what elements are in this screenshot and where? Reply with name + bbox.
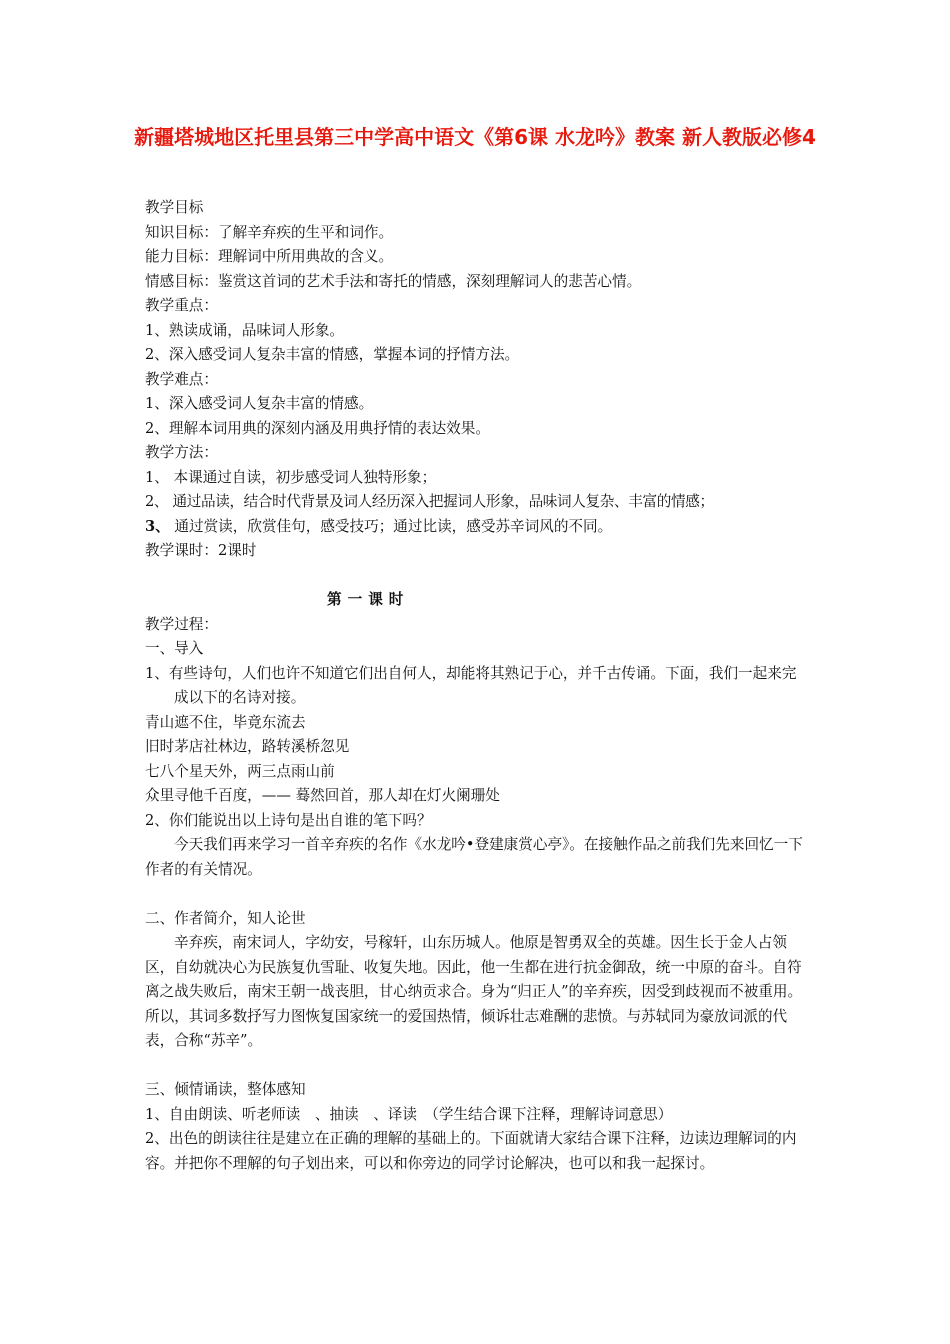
section2-paragraph: 辛弃疾，南宋词人，字幼安，号稼轩，山东历城人。他原是智勇双全的英雄。因生长于金人占领区，自幼就决心为民族复仇雪耻、收复失地。因此，他一生都在进行抗金御敌，统一中原的奋斗。自符离之战失败后，南宋王朝一战丧胆，甘心纳贡求合。身为“归正人”的辛弃疾，因受到歧视而不被重用。所以，其词多数抒写力图恢复国家统一的爱国热情，倾诉壮志难酬的悲愤。与苏轼同为豪放词派的代表，合称“苏辛”。 (145, 934, 803, 1049)
key-point-item: 1、熟读成诵，品味词人形象。 (145, 321, 345, 339)
key-point-item: 2、深入感受词人复杂丰富的情感，掌握本词的抒情方法。 (145, 346, 520, 363)
difficulty-item: 2、理解本词用典的深刻内涵及用典抒情的表达效果。 (145, 419, 490, 437)
key-points-heading: 教学重点： (145, 297, 218, 314)
goals-heading: 教学目标 (145, 199, 204, 216)
section2-heading: 二、作者简介，知人论世 (145, 909, 306, 927)
poem-line: 众里寻他千百度，—— 蓦然回首，那人却在灯火阑珊处 (145, 787, 500, 804)
goal-knowledge: 知识目标：了解辛弃疾的生平和词作。 (145, 223, 394, 241)
poem-line: 旧时茅店社林边，路转溪桥忽见 (145, 738, 350, 755)
method-item: 2、 通过品读，结合时代背景及词人经历深入把握词人形象，品味词人复杂、丰富的情感； (145, 493, 714, 510)
section3-heading: 三、倾情诵读，整体感知 (145, 1081, 306, 1098)
lesson-heading: 第一课时 (327, 591, 410, 608)
process-heading: 教学过程： (145, 615, 218, 633)
poem-line: 七八个星天外，两三点雨山前 (145, 762, 335, 780)
goal-ability: 能力目标：理解词中所用典故的含义。 (145, 248, 394, 265)
difficulty-item: 1、深入感受词人复杂丰富的情感。 (145, 395, 374, 412)
document-title: 新疆塔城地区托里县第三中学高中语文《第6课 水龙吟》教案 新人教版必修4 (134, 125, 816, 149)
methods-heading: 教学方法： (145, 444, 218, 461)
method-item-number: 3、 (145, 517, 170, 535)
section1-item1: 1、有些诗句，人们也许不知道它们出自何人，却能将其熟记于心，并千古传诵。下面，我们一起来完成以下的名诗对接。 (145, 664, 797, 706)
section3-item2: 2、出色的朗读往往是建立在正确的理解的基础上的。下面就请大家结合课下注释，边读边理解词的内容。并把你不理解的句子划出来，可以和你旁边的同学讨论解决，也可以和我一起探讨。 (145, 1130, 797, 1172)
goal-emotion: 情感目标：鉴赏这首词的艺术手法和寄托的情感，深刻理解词人的悲苦心情。 (145, 272, 642, 290)
document-body (145, 196, 810, 1176)
method-item: 1、 本课通过自读，初步感受词人独特形象； (145, 468, 437, 486)
method-item-text: 通过赏读，欣赏佳句，感受技巧；通过比读，感受苏辛词风的不同。 (169, 517, 613, 535)
class-hours: 教学课时：2课时 (145, 542, 257, 559)
section1-paragraph: 今天我们再来学习一首辛弃疾的名作《水龙吟•登建康赏心亭》。在接触作品之前我们先来回忆一下作者的有关情况。 (145, 836, 803, 878)
section1-item2: 2、你们能说出以上诗句是出自谁的笔下吗？ (145, 811, 432, 829)
section1-heading: 一、导入 (145, 640, 204, 657)
section3-item1: 1、自由朗读、听老师读 、抽读 、译读 （学生结合课下注释，理解诗词意思） (145, 1105, 673, 1123)
method-item (145, 515, 810, 540)
difficulties-heading: 教学难点： (145, 370, 218, 388)
poem-line: 青山遮不住，毕竟东流去 (145, 713, 306, 731)
